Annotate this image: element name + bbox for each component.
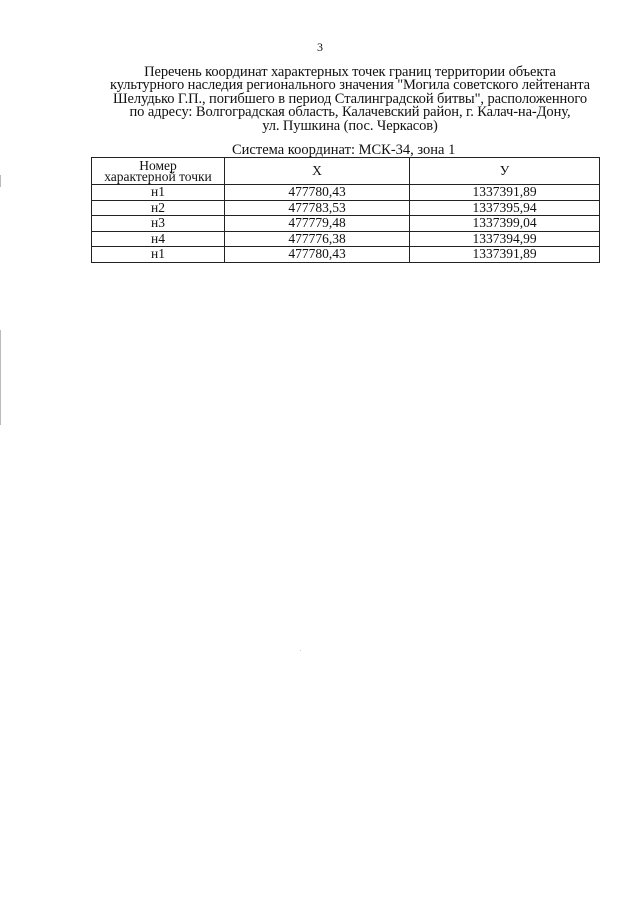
table-header-row — [92, 158, 600, 185]
column-header-point-line1: Номер — [139, 157, 177, 173]
cell-point-number: н2 — [92, 200, 225, 216]
cell-point-number: н3 — [92, 216, 225, 232]
cell-y-coordinate: 1337391,89 — [410, 185, 600, 201]
cell-y-coordinate: 1337394,99 — [410, 231, 600, 247]
document-title-line: Перечень координат характерных точек границ территории объекта — [144, 64, 556, 80]
table-header — [92, 158, 600, 185]
cell-x-coordinate: 477780,43 — [225, 247, 410, 263]
column-header-x: Х — [225, 158, 410, 185]
cell-x-coordinate: 477783,53 — [225, 200, 410, 216]
cell-y-coordinate: 1337395,94 — [410, 200, 600, 216]
cell-point-number: н1 — [92, 185, 225, 201]
table-row — [92, 216, 600, 232]
page-number: 3 — [317, 40, 323, 54]
table-row — [92, 247, 600, 263]
cell-point-number: н1 — [92, 247, 225, 263]
scan-speck — [300, 650, 301, 651]
document-title — [85, 66, 615, 133]
table-row — [92, 185, 600, 201]
column-header-point-number — [92, 158, 225, 185]
cell-y-coordinate: 1337391,89 — [410, 247, 600, 263]
table-row — [92, 200, 600, 216]
scan-edge-mark — [0, 175, 1, 187]
cell-x-coordinate: 477780,43 — [225, 185, 410, 201]
column-header-y: У — [410, 158, 600, 185]
cell-point-number: н4 — [92, 231, 225, 247]
cell-y-coordinate: 1337399,04 — [410, 216, 600, 232]
column-header-point-line2: характерной точки — [104, 169, 212, 184]
document-title-line: культурного наследия регионального значения "Могила советского лейтенанта — [110, 77, 590, 94]
coordinate-system-caption: Система координат: МСК-34, зона 1 — [232, 142, 456, 158]
document-title-line: Шелудько Г.П., погибшего в период Сталинградской битвы", расположенного — [113, 90, 587, 107]
table-body — [92, 185, 600, 263]
table-row — [92, 231, 600, 247]
document-title-line: по адресу: Волгоградская область, Калачевский район, г. Калач-на-Дону, — [129, 104, 571, 121]
document-title-line: ул. Пушкина (пос. Черкасов) — [262, 117, 438, 134]
scan-edge-mark — [0, 330, 1, 425]
cell-x-coordinate: 477779,48 — [225, 216, 410, 232]
coordinates-table — [91, 157, 600, 263]
cell-x-coordinate: 477776,38 — [225, 231, 410, 247]
